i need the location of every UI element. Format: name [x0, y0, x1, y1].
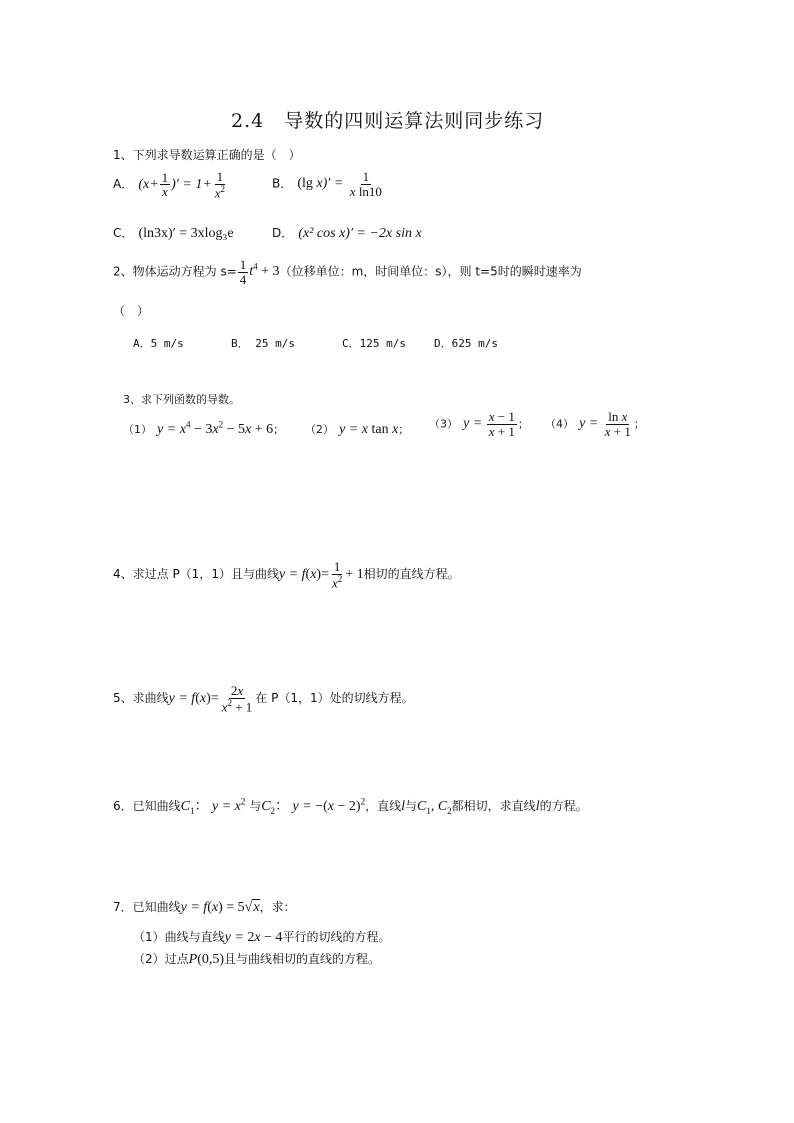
question-7-post: ，求：: [259, 900, 296, 914]
option-b-formula: (lg x)′ = $\frac{1}{\text{x ln10}}$: [297, 169, 382, 199]
question-5-post: 在 P（1，1）处的切线方程。: [255, 691, 414, 706]
sub-1-pre: （1）曲线与直线: [133, 930, 225, 944]
question-6: [113, 795, 588, 816]
question-3-part-4: [545, 410, 645, 438]
option-c-label: C．: [113, 226, 134, 240]
question-5-curve: y = f(x)= $\frac{2x}{x^2 + 1}$: [168, 683, 253, 714]
question-2-option-b: B． 25 m/s: [231, 337, 295, 350]
question-2-stem-post: （位移单位：m，时间单位：s），则 t=5时的瞬时速率为: [279, 264, 582, 279]
part-2-label: （2）: [305, 423, 334, 436]
question-1-option-c: [113, 222, 234, 242]
question-6-mid1: 与: [249, 799, 262, 813]
question-4-curve: y = f(x)= $\frac{1}{x^2}$ + 1: [278, 559, 364, 590]
sub-1-line: y = 2x − 4: [224, 930, 283, 945]
sub-1-post: 平行的切线的方程。: [282, 930, 391, 944]
question-2-stem-pre: 2、物体运动方程为 s=: [113, 264, 237, 279]
question-2-stem: [113, 258, 582, 286]
part-4-sep: ；: [633, 417, 645, 431]
question-1-option-a: [113, 170, 228, 200]
question-2-option-d: D．625 m/s: [434, 337, 498, 350]
option-a-label: A．: [113, 177, 134, 192]
question-3-part-3: [429, 410, 529, 438]
part-4-formula: y = $\frac{\text{ln x}}{x + 1}$: [579, 409, 631, 439]
part-3-sep: ；: [517, 417, 529, 431]
point-p: P(0,5): [188, 952, 225, 967]
question-4-post: 相切的直线方程。: [363, 567, 460, 582]
question-1-option-b: [272, 170, 385, 198]
part-3-formula: y = $\frac{x - 1}{x + 1}$: [463, 409, 515, 439]
page-title: 2.4 导数的四则运算法则同步练习: [231, 110, 545, 132]
part-4-label: （4）: [545, 417, 574, 431]
line-l-2: l: [535, 799, 540, 814]
question-5-pre: 5、求曲线: [113, 691, 169, 706]
question-2-option-c: C．125 m/s: [342, 337, 406, 350]
question-4: [113, 560, 460, 590]
curve-c2: $C_2$： $y = -(x - 2)^2$: [261, 796, 366, 816]
question-6-mid4: 都相切，求直线: [451, 799, 536, 813]
question-1-option-d: [272, 222, 422, 242]
part-1-label: （1）: [123, 423, 152, 436]
option-d-label: D．: [272, 226, 294, 240]
question-7-pre: 7．已知曲线: [113, 900, 181, 914]
question-7: [113, 898, 296, 916]
curves-c1-c2: $C_1$, $C_2$: [416, 799, 452, 816]
question-6-pre: 6．已知曲线: [113, 799, 181, 813]
part-3-label: （3）: [429, 417, 458, 431]
line-l: l: [401, 799, 405, 814]
question-7-sub-2: [133, 950, 380, 968]
question-2-paren: （ ）: [113, 304, 150, 318]
part-1-sep: ；: [273, 423, 285, 436]
question-1-stem: 1、下列求导数运算正确的是（ ）: [113, 148, 301, 162]
curve-c1: $C_1$： $y = x^2$: [180, 796, 246, 816]
sub-2-post: 且与曲线相切的直线的方程。: [224, 952, 381, 966]
question-3-part-2: [305, 418, 409, 438]
question-6-mid2: ，直线: [365, 799, 402, 813]
part-1-formula: $y = x^4 - 3x^2 - 5x + 6$: [157, 419, 274, 437]
part-2-formula: y = x tan x: [339, 422, 399, 437]
question-5: [113, 684, 414, 714]
question-2-option-a: A．5 m/s: [133, 337, 184, 350]
question-7-sub-1: [133, 928, 390, 946]
option-d-formula: (x² cos x)′ = −2x sin x: [298, 226, 422, 241]
question-3-stem: 3、求下列函数的导数。: [123, 393, 240, 406]
option-b-label: B．: [272, 176, 293, 191]
question-6-post: 的方程。: [539, 799, 588, 813]
sub-2-pre: （2）过点: [133, 952, 189, 966]
part-2-sep: ；: [398, 423, 410, 436]
motion-equation: $\frac{1}{4}$ $t^4 + 3$: [239, 257, 280, 287]
question-7-curve: y = f(x) = 5√x: [180, 900, 260, 915]
option-c-formula: (ln3x)′ = 3xlog₃e: [138, 226, 234, 241]
question-4-pre: 4、求过点 P（1，1）且与曲线: [113, 567, 279, 582]
option-a-formula: (x+ $\frac{1}{x}$ )′ = 1+ $\frac{1}{x^2}$: [138, 169, 226, 200]
question-6-mid3: 与: [404, 799, 417, 813]
question-3-part-1: [123, 418, 284, 438]
